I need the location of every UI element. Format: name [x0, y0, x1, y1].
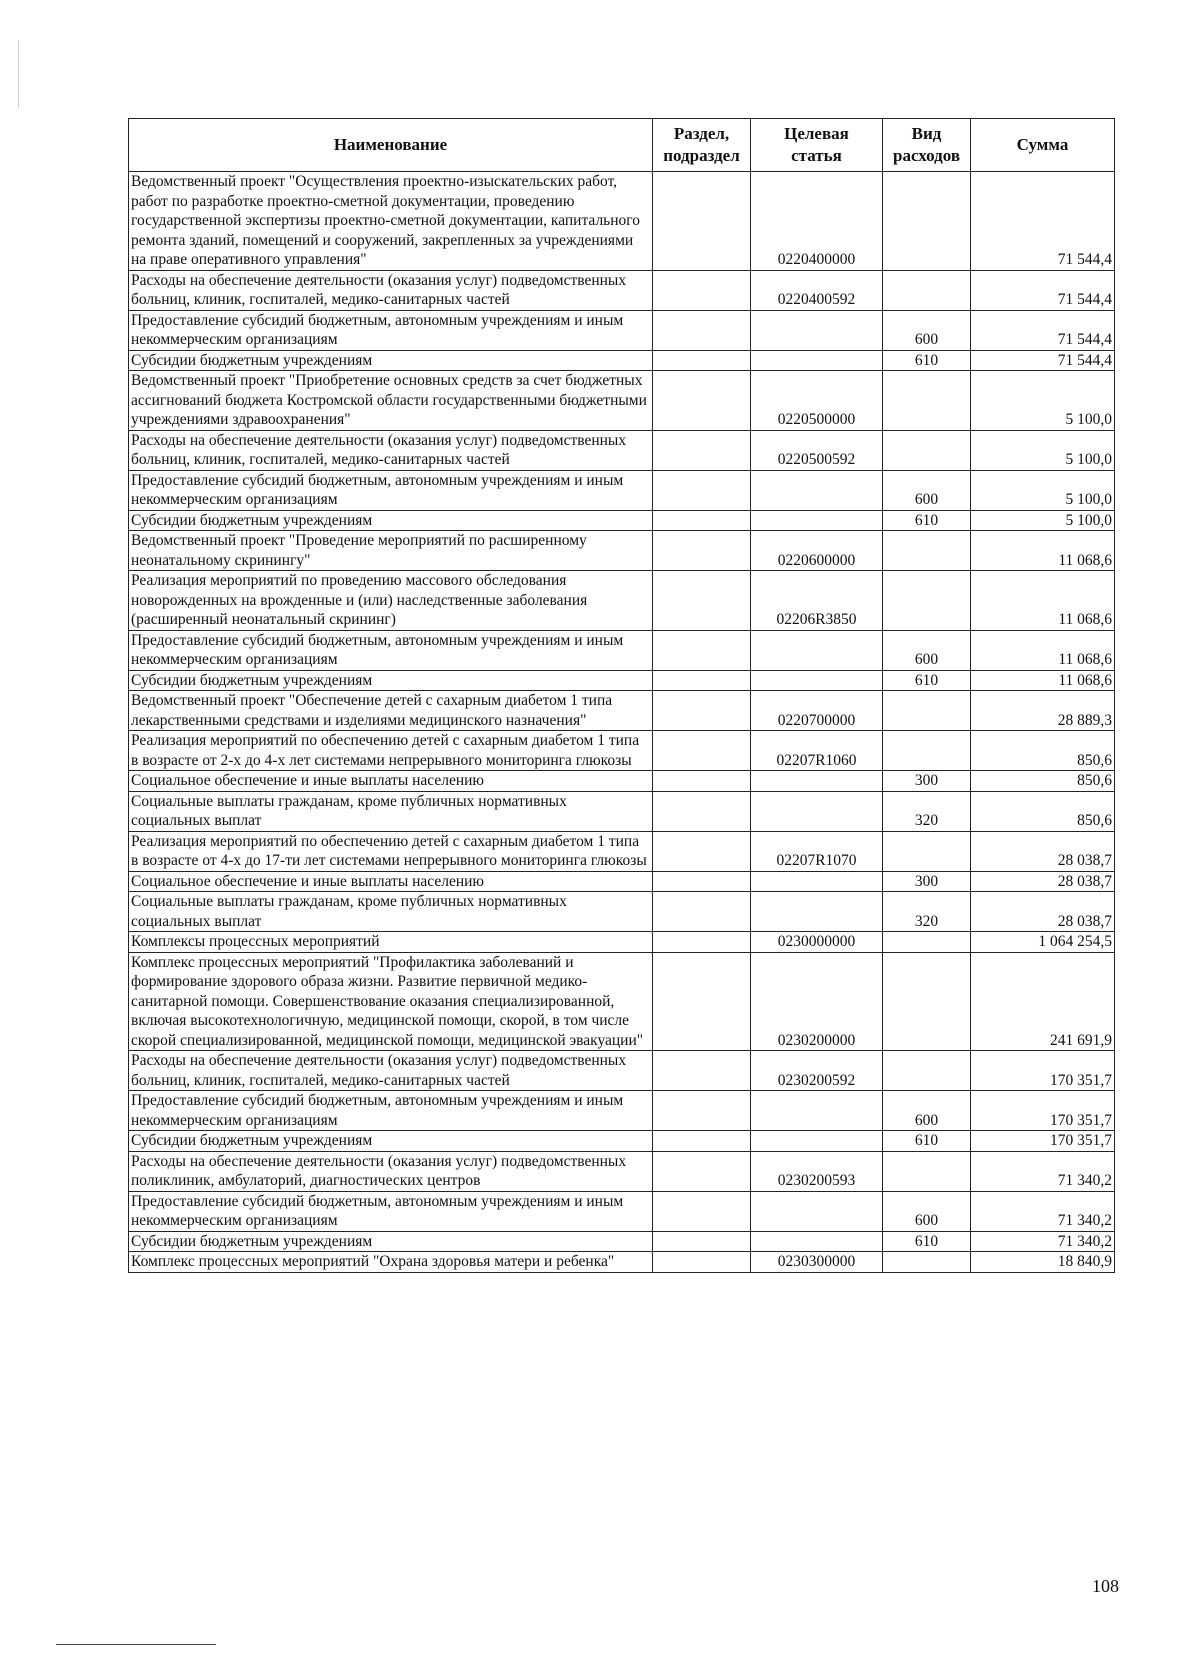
- row-name: Расходы на обеспечение деятельности (оказания услуг) подведомственных больниц, клиник, госпиталей, медико-санитарных частей: [129, 270, 653, 310]
- table-row: [129, 871, 1115, 892]
- row-target: 02206R3850: [751, 571, 883, 631]
- row-name: Субсидии бюджетным учреждениям: [129, 510, 653, 531]
- row-name: Комплекс процессных мероприятий "Профилактика заболеваний и формирование здорового образа жизни. Развитие первичной медико-санитарной помощи. Совершенствование оказания специализированной, включая высокотехнологичную, медицинской помощи, скорой, в том числе скорой специализированной, медицинской помощи, медицинской эвакуации": [129, 952, 653, 1051]
- row-sum: 11 068,6: [971, 531, 1115, 571]
- table-row: [129, 1091, 1115, 1131]
- row-name: Реализация мероприятий по проведению массового обследования новорожденных на врожденные и (или) наследственные заболевания (расширенный неонатальный скрининг): [129, 571, 653, 631]
- row-name: Социальное обеспечение и иные выплаты населению: [129, 771, 653, 792]
- row-sum: 28 038,7: [971, 831, 1115, 871]
- row-sum: 71 544,4: [971, 270, 1115, 310]
- row-kind: 320: [883, 791, 971, 831]
- row-name: Ведомственный проект "Приобретение основных средств за счет бюджетных ассигнований бюджета Костромской области государственными бюджетными учреждениями здравоохранения": [129, 371, 653, 431]
- row-target: 0220400592: [751, 270, 883, 310]
- row-sum: 5 100,0: [971, 371, 1115, 431]
- row-kind: 610: [883, 1131, 971, 1152]
- row-name: Расходы на обеспечение деятельности (оказания услуг) подведомственных больниц, клиник, госпиталей, медико-санитарных частей: [129, 430, 653, 470]
- row-sum: 1 064 254,5: [971, 932, 1115, 953]
- row-name: Расходы на обеспечение деятельности (оказания услуг) подведомственных больниц, клиник, госпиталей, медико-санитарных частей: [129, 1051, 653, 1091]
- row-sum: 5 100,0: [971, 430, 1115, 470]
- row-kind: [883, 371, 971, 431]
- row-target: 0230000000: [751, 932, 883, 953]
- row-section: [653, 871, 751, 892]
- row-sum: 5 100,0: [971, 470, 1115, 510]
- row-target: [751, 670, 883, 691]
- table-row: [129, 430, 1115, 470]
- row-sum: 241 691,9: [971, 952, 1115, 1051]
- page-number: 108: [1092, 1576, 1119, 1596]
- row-name: Субсидии бюджетным учреждениям: [129, 350, 653, 371]
- row-kind: [883, 932, 971, 953]
- row-section: [653, 1131, 751, 1152]
- table-row: [129, 831, 1115, 871]
- row-section: [653, 952, 751, 1051]
- row-target: 0220500592: [751, 430, 883, 470]
- row-target: 0230200592: [751, 1051, 883, 1091]
- row-section: [653, 670, 751, 691]
- row-kind: 600: [883, 470, 971, 510]
- row-name: Предоставление субсидий бюджетным, автономным учреждениям и иным некоммерческим организациям: [129, 470, 653, 510]
- table-body: [129, 172, 1115, 1273]
- table-header: [129, 119, 1115, 172]
- row-section: [653, 892, 751, 932]
- row-kind: 600: [883, 310, 971, 350]
- row-name: Ведомственный проект "Осуществления проектно-изыскательских работ, работ по разработке проектно-сметной документации, проведению государственной экспертизы проектно-сметной документации, капитального ремонта зданий, помещений и сооружений, закрепленных за учреждениями на праве оперативного управления": [129, 172, 653, 271]
- table-row: [129, 630, 1115, 670]
- row-target: [751, 1091, 883, 1131]
- row-sum: 11 068,6: [971, 571, 1115, 631]
- table-row: [129, 791, 1115, 831]
- header-target: Целевая статья: [751, 119, 883, 172]
- table-row: [129, 932, 1115, 953]
- row-section: [653, 571, 751, 631]
- table-row: [129, 510, 1115, 531]
- row-name: Реализация мероприятий по обеспечению детей с сахарным диабетом 1 типа в возрасте от 4-х до 17-ти лет системами непрерывного мониторинга глюкозы: [129, 831, 653, 871]
- row-kind: 610: [883, 510, 971, 531]
- row-target: 0230200000: [751, 952, 883, 1051]
- row-section: [653, 430, 751, 470]
- row-section: [653, 1231, 751, 1252]
- row-sum: 18 840,9: [971, 1252, 1115, 1273]
- row-name: Ведомственный проект "Обеспечение детей с сахарным диабетом 1 типа лекарственными средствами и изделиями медицинского назначения": [129, 691, 653, 731]
- table-row: [129, 470, 1115, 510]
- row-sum: 28 038,7: [971, 871, 1115, 892]
- header-name: Наименование: [129, 119, 653, 172]
- table-row: [129, 691, 1115, 731]
- row-section: [653, 630, 751, 670]
- row-section: [653, 1151, 751, 1191]
- row-target: 0220700000: [751, 691, 883, 731]
- row-kind: 610: [883, 670, 971, 691]
- row-target: 0220400000: [751, 172, 883, 271]
- row-name: Реализация мероприятий по обеспечению детей с сахарным диабетом 1 типа в возрасте от 2-х до 4-х лет системами непрерывного мониторинга глюкозы: [129, 731, 653, 771]
- table-row: [129, 270, 1115, 310]
- row-target: [751, 630, 883, 670]
- row-kind: [883, 731, 971, 771]
- scan-artifact: [18, 40, 19, 108]
- row-kind: [883, 270, 971, 310]
- table-row: [129, 1231, 1115, 1252]
- row-kind: 610: [883, 1231, 971, 1252]
- row-kind: 600: [883, 1091, 971, 1131]
- row-section: [653, 932, 751, 953]
- table-row: [129, 952, 1115, 1051]
- row-kind: 610: [883, 350, 971, 371]
- row-kind: 600: [883, 630, 971, 670]
- row-name: Предоставление субсидий бюджетным, автономным учреждениям и иным некоммерческим организациям: [129, 1091, 653, 1131]
- table-row: [129, 371, 1115, 431]
- table-row: [129, 892, 1115, 932]
- row-target: [751, 470, 883, 510]
- row-name: Расходы на обеспечение деятельности (оказания услуг) подведомственных поликлиник, амбулаторий, диагностических центров: [129, 1151, 653, 1191]
- row-section: [653, 691, 751, 731]
- table-row: [129, 731, 1115, 771]
- row-name: Субсидии бюджетным учреждениям: [129, 670, 653, 691]
- row-target: 0220600000: [751, 531, 883, 571]
- row-sum: 71 340,2: [971, 1231, 1115, 1252]
- row-target: [751, 510, 883, 531]
- row-sum: 850,6: [971, 791, 1115, 831]
- row-target: 0220500000: [751, 371, 883, 431]
- row-name: Социальные выплаты гражданам, кроме публичных нормативных социальных выплат: [129, 892, 653, 932]
- table-row: [129, 1131, 1115, 1152]
- row-name: Комплекс процессных мероприятий "Охрана здоровья матери и ребенка": [129, 1252, 653, 1273]
- table-row: [129, 771, 1115, 792]
- row-section: [653, 1091, 751, 1131]
- row-target: 0230200593: [751, 1151, 883, 1191]
- row-kind: 320: [883, 892, 971, 932]
- row-target: [751, 1191, 883, 1231]
- row-kind: [883, 531, 971, 571]
- row-section: [653, 470, 751, 510]
- table-row: [129, 1051, 1115, 1091]
- row-sum: 170 351,7: [971, 1091, 1115, 1131]
- row-section: [653, 1051, 751, 1091]
- row-target: [751, 1131, 883, 1152]
- table-row: [129, 350, 1115, 371]
- row-section: [653, 510, 751, 531]
- row-section: [653, 1191, 751, 1231]
- row-kind: [883, 1051, 971, 1091]
- row-kind: [883, 1252, 971, 1273]
- row-name: Ведомственный проект "Проведение мероприятий по расширенному неонатальному скринингу": [129, 531, 653, 571]
- row-name: Комплексы процессных мероприятий: [129, 932, 653, 953]
- row-kind: [883, 571, 971, 631]
- row-section: [653, 371, 751, 431]
- row-target: [751, 791, 883, 831]
- row-name: Социальное обеспечение и иные выплаты населению: [129, 871, 653, 892]
- budget-table: [128, 118, 1115, 1273]
- row-sum: 28 889,3: [971, 691, 1115, 731]
- row-kind: 300: [883, 771, 971, 792]
- header-kind: Вид расходов: [883, 119, 971, 172]
- table-row: [129, 1191, 1115, 1231]
- row-target: [751, 871, 883, 892]
- row-section: [653, 531, 751, 571]
- row-section: [653, 310, 751, 350]
- footer-line: [56, 1644, 216, 1645]
- row-sum: 71 544,4: [971, 172, 1115, 271]
- row-sum: 850,6: [971, 731, 1115, 771]
- table-row: [129, 1252, 1115, 1273]
- row-sum: 170 351,7: [971, 1051, 1115, 1091]
- row-name: Предоставление субсидий бюджетным, автономным учреждениям и иным некоммерческим организациям: [129, 310, 653, 350]
- table-row: [129, 172, 1115, 271]
- row-name: Предоставление субсидий бюджетным, автономным учреждениям и иным некоммерческим организациям: [129, 630, 653, 670]
- row-section: [653, 831, 751, 871]
- table-row: [129, 310, 1115, 350]
- row-sum: 71 340,2: [971, 1191, 1115, 1231]
- row-target: [751, 771, 883, 792]
- row-kind: [883, 691, 971, 731]
- row-section: [653, 270, 751, 310]
- row-target: [751, 310, 883, 350]
- row-sum: 170 351,7: [971, 1131, 1115, 1152]
- row-sum: 28 038,7: [971, 892, 1115, 932]
- row-target: [751, 350, 883, 371]
- row-sum: 850,6: [971, 771, 1115, 792]
- row-sum: 11 068,6: [971, 630, 1115, 670]
- row-section: [653, 791, 751, 831]
- row-target: [751, 892, 883, 932]
- header-section: Раздел, подраздел: [653, 119, 751, 172]
- row-target: 02207R1070: [751, 831, 883, 871]
- row-name: Субсидии бюджетным учреждениям: [129, 1131, 653, 1152]
- row-sum: 71 544,4: [971, 310, 1115, 350]
- row-section: [653, 350, 751, 371]
- row-kind: [883, 430, 971, 470]
- row-section: [653, 1252, 751, 1273]
- row-name: Предоставление субсидий бюджетным, автономным учреждениям и иным некоммерческим организациям: [129, 1191, 653, 1231]
- row-section: [653, 771, 751, 792]
- row-kind: [883, 172, 971, 271]
- row-name: Социальные выплаты гражданам, кроме публичных нормативных социальных выплат: [129, 791, 653, 831]
- row-sum: 5 100,0: [971, 510, 1115, 531]
- row-kind: [883, 831, 971, 871]
- row-sum: 71 544,4: [971, 350, 1115, 371]
- row-name: Субсидии бюджетным учреждениям: [129, 1231, 653, 1252]
- table-row: [129, 670, 1115, 691]
- row-section: [653, 172, 751, 271]
- row-kind: 600: [883, 1191, 971, 1231]
- table-row: [129, 571, 1115, 631]
- row-kind: [883, 1151, 971, 1191]
- row-section: [653, 731, 751, 771]
- row-target: 0230300000: [751, 1252, 883, 1273]
- row-kind: 300: [883, 871, 971, 892]
- row-sum: 11 068,6: [971, 670, 1115, 691]
- row-sum: 71 340,2: [971, 1151, 1115, 1191]
- row-kind: [883, 952, 971, 1051]
- header-sum: Сумма: [971, 119, 1115, 172]
- row-target: [751, 1231, 883, 1252]
- table-row: [129, 1151, 1115, 1191]
- table-row: [129, 531, 1115, 571]
- row-target: 02207R1060: [751, 731, 883, 771]
